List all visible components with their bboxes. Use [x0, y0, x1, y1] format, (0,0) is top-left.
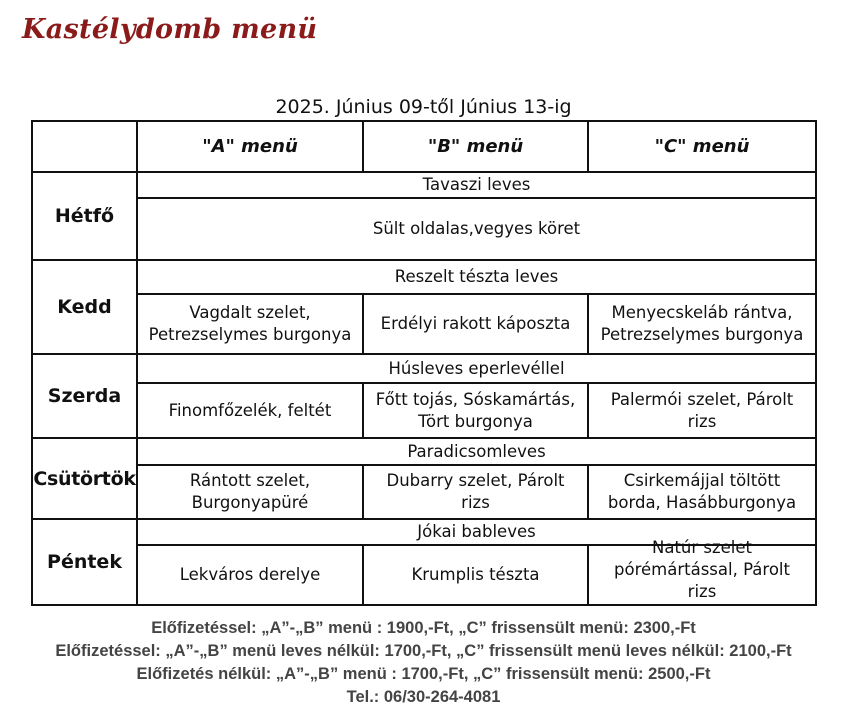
soup-cell: Húsleves eperlevéllel [388, 358, 565, 378]
menu-c-cell: Palermói szelet, Párolt rizs [610, 389, 794, 431]
footer-price-line: Előfizetéssel: „A”-„B” menü leves nélkül: 1700,-Ft, „C” frissensült menü leves nélkül: 2100,-Ft [55, 642, 792, 660]
menu-c-cell: Csirkemájjal töltött borda, Hasábburgonya [607, 471, 797, 512]
menu-c-cell: Menyecskeláb rántva, Petrezselymes burgonya [600, 303, 804, 344]
day-label: Péntek [47, 551, 122, 573]
footer-phone: Tel.: 06/30-264-4081 [346, 688, 501, 706]
date-range: 2025. Június 09-től Június 13-ig [275, 96, 572, 118]
day-label: Szerda [47, 385, 122, 407]
column-header-c: "C" menü [654, 135, 750, 157]
main-course-cell: Sült oldalas,vegyes köret [372, 219, 581, 238]
page-title: Kastélydomb menü [22, 14, 318, 45]
day-label: Kedd [57, 296, 112, 318]
day-label: Hétfő [54, 205, 115, 227]
menu-a-cell: Vagdalt szelet, Petrezselymes burgonya [148, 303, 352, 344]
menu-table [31, 120, 817, 606]
menu-b-cell: Dubarry szelet, Párolt rizs [386, 471, 565, 512]
soup-cell: Jókai bableves [417, 522, 536, 541]
menu-b-cell: Erdélyi rakott káposzta [380, 314, 571, 333]
menu-b-cell: Főtt tojás, Sóskamártás, Tört burgonya [375, 389, 576, 431]
soup-cell: Tavaszi leves [422, 175, 531, 194]
footer-price-line: Előfizetés nélkül: „A”-„B” menü : 1700,-Ft, „C” frissensült menü: 2500,-Ft [136, 665, 711, 683]
soup-cell: Reszelt tészta leves [394, 267, 559, 286]
column-header-a: "A" menü [202, 135, 298, 157]
menu-a-cell: Lekváros derelye [179, 565, 321, 584]
menu-a-cell: Finomfőzelék, feltét [168, 400, 332, 420]
menu-b-cell: Krumplis tészta [411, 565, 540, 584]
menu-a-cell: Rántott szelet, Burgonyapüré [189, 471, 311, 512]
footer-price-line: Előfizetéssel: „A”-„B” menü : 1900,-Ft, „C” frissensült menü: 2300,-Ft [151, 619, 696, 637]
menu-c-cell: Natúr szelet pórémártással, Párolt rizs [614, 538, 790, 601]
column-header-b: "B" menü [427, 135, 524, 157]
day-label: Csütörtök [33, 467, 136, 490]
soup-cell: Paradicsomleves [407, 441, 546, 461]
